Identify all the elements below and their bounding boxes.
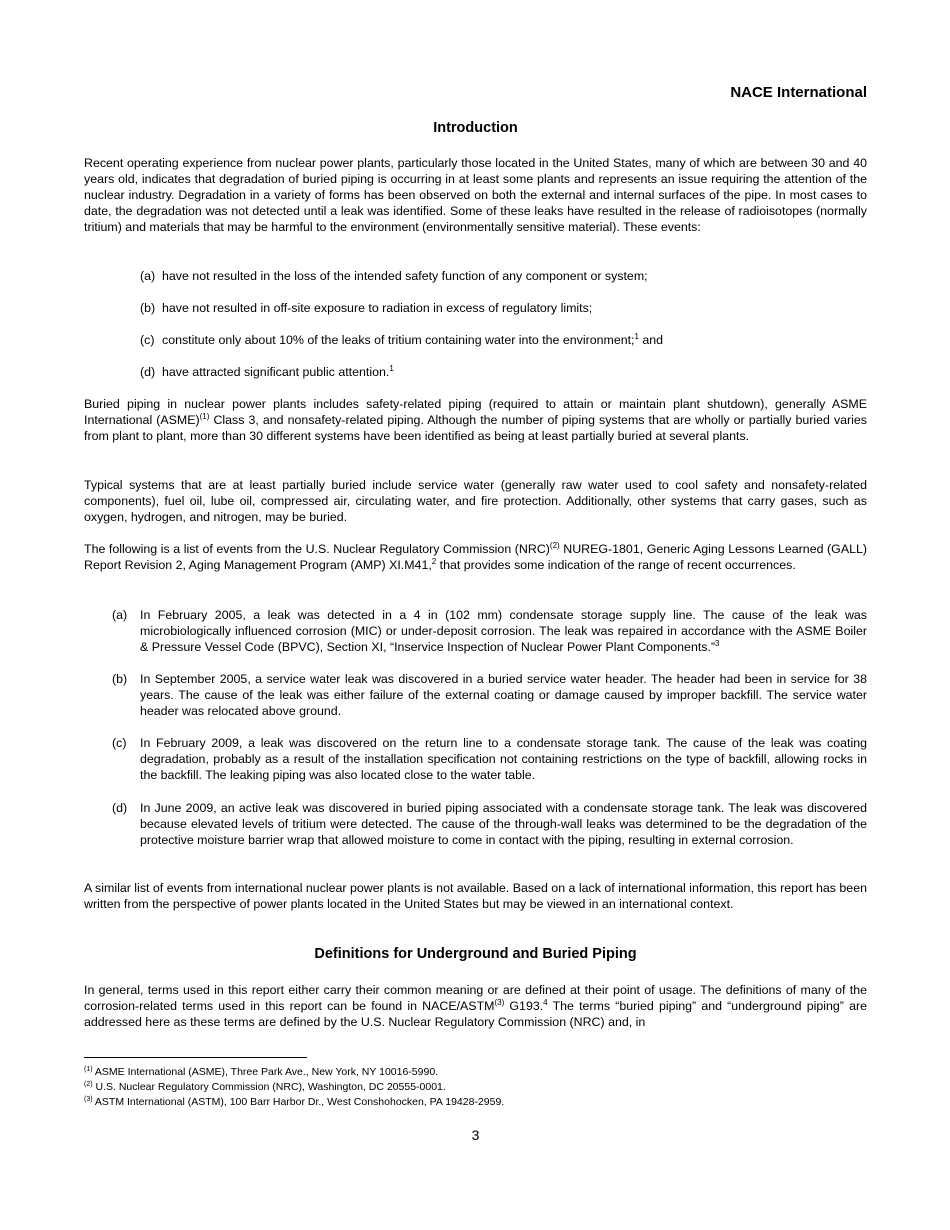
event-item: (b) In September 2005, a service water leak was discovered in a buried service water header. The header had been in service for 38 years. The cause of the leak was either failure of the external coating or damage caused by improper backfill. The service water header was relocated above ground. <box>112 672 867 719</box>
definitions-heading: Definitions for Underground and Buried Piping <box>314 946 637 962</box>
event-item: (d) In June 2009, an active leak was discovered in buried piping associated with a condensate storage tank. The leak was discovered because elevated levels of tritium were detected. The cause of the through-wall leaks was determined to be the degradation of the protective moisture barrier wrap that allowed moisture to come in contact with the piping, resulting in external corrosion. <box>112 801 867 848</box>
organization-header: NACE International <box>730 84 867 101</box>
footnote: $^{(3)}$ ASTM International (ASTM), 100 Barr Harbor Dr., West Conshohocken, PA 19428-2959. <box>84 1096 505 1108</box>
list-item: (b) have not resulted in off-site exposure to radiation in excess of regulatory limits; <box>140 301 593 315</box>
page-number: 3 <box>471 1127 480 1143</box>
definitions-paragraph: In general, terms used in this report either carry their common meaning or are defined at their point of usage. The definitions of many of the corrosion-related terms used in this report can be found in NACE/ASTM$^{(3)}$ G193.$^4$ The terms “buried piping” and “underground piping” are addressed here as these terms are defined by the U.S. Nuclear Regulatory Commission (NRC) and, in <box>84 983 867 1030</box>
intro-paragraph-5: A similar list of events from international nuclear power plants is not available. Based on a lack of international information, this report has been written from the perspective of power plants located in the United States but may be viewed in an international context. <box>84 881 867 912</box>
list-item: (c) constitute only about 10% of the leaks of tritium containing water into the environment;$^1$ and <box>140 332 664 347</box>
intro-paragraph-3: Typical systems that are at least partially buried include service water (generally raw water used to cool safety and nonsafety-related components), fuel oil, lube oil, compressed air, circulating water, and fire protection. Additionally, other systems that carry gases, such as oxygen, hydrogen, and nitrogen, may be buried. <box>84 478 867 525</box>
footnote-divider <box>84 1057 307 1058</box>
footnote: $^{(1)}$ ASME International (ASME), Three Park Ave., New York, NY 10016-5990. <box>84 1066 439 1078</box>
intro-paragraph-2: Buried piping in nuclear power plants includes safety-related piping (required to attain or maintain plant shutdown), generally ASME International (ASME)$^{(1)}$ Class 3, and nonsafety-related piping. Although the number of piping systems that are wholly or partially buried varies from plant to plant, more than 30 different systems have been identified as being at least partially buried at several plants. <box>84 397 868 444</box>
list-item: (a) have not resulted in the loss of the intended safety function of any component or system; <box>140 269 648 283</box>
event-item: (c) In February 2009, a leak was discovered on the return line to a condensate storage tank. The cause of the leak was coating degradation, probably as a result of the installation specification not containing restrictions on the type of backfill, allowing rocks in the backfill. The leaking piping was also located close to the water table. <box>112 736 867 783</box>
intro-paragraph-1: Recent operating experience from nuclear power plants, particularly those located in the United States, many of which are between 30 and 40 years old, indicates that degradation of buried piping is occurring in at least some plants and represents an issue requiring the attention of the nuclear industry. Degradation in a variety of forms has been observed on both the external and internal surfaces of the pipe. In most cases to date, the degradation was not detected until a leak was identified. Some of these leaks have resulted in the release of radioisotopes (normally tritium) and materials that may be harmful to the environment (environmentally sensitive material). These events: <box>84 156 867 235</box>
footnote: $^{(2)}$ U.S. Nuclear Regulatory Commission (NRC), Washington, DC 20555-0001. <box>84 1081 446 1093</box>
event-item: (a) In February 2005, a leak was detected in a 4 in (102 mm) condensate storage supply line. The cause of the leak was microbiologically influenced corrosion (MIC) or under-deposit corrosion. The leak was repaired in accordance with the ASME Boiler & Pressure Vessel Code (BPVC), Section XI, “Inservice Inspection of Nuclear Power Plant Components.”$^3$ <box>112 608 867 655</box>
intro-paragraph-4: The following is a list of events from the U.S. Nuclear Regulatory Commission (NRC)$^{(2)}$ NUREG-1801, Generic Aging Lessons Learned (GALL) Report Revision 2, Aging Management Program (AMP) XI.M41,$^2$ that provides some indication of the range of recent occurrences. <box>84 541 867 573</box>
list-item: (d) have attracted significant public attention.$^1$ <box>140 364 394 379</box>
introduction-heading: Introduction <box>433 120 518 136</box>
